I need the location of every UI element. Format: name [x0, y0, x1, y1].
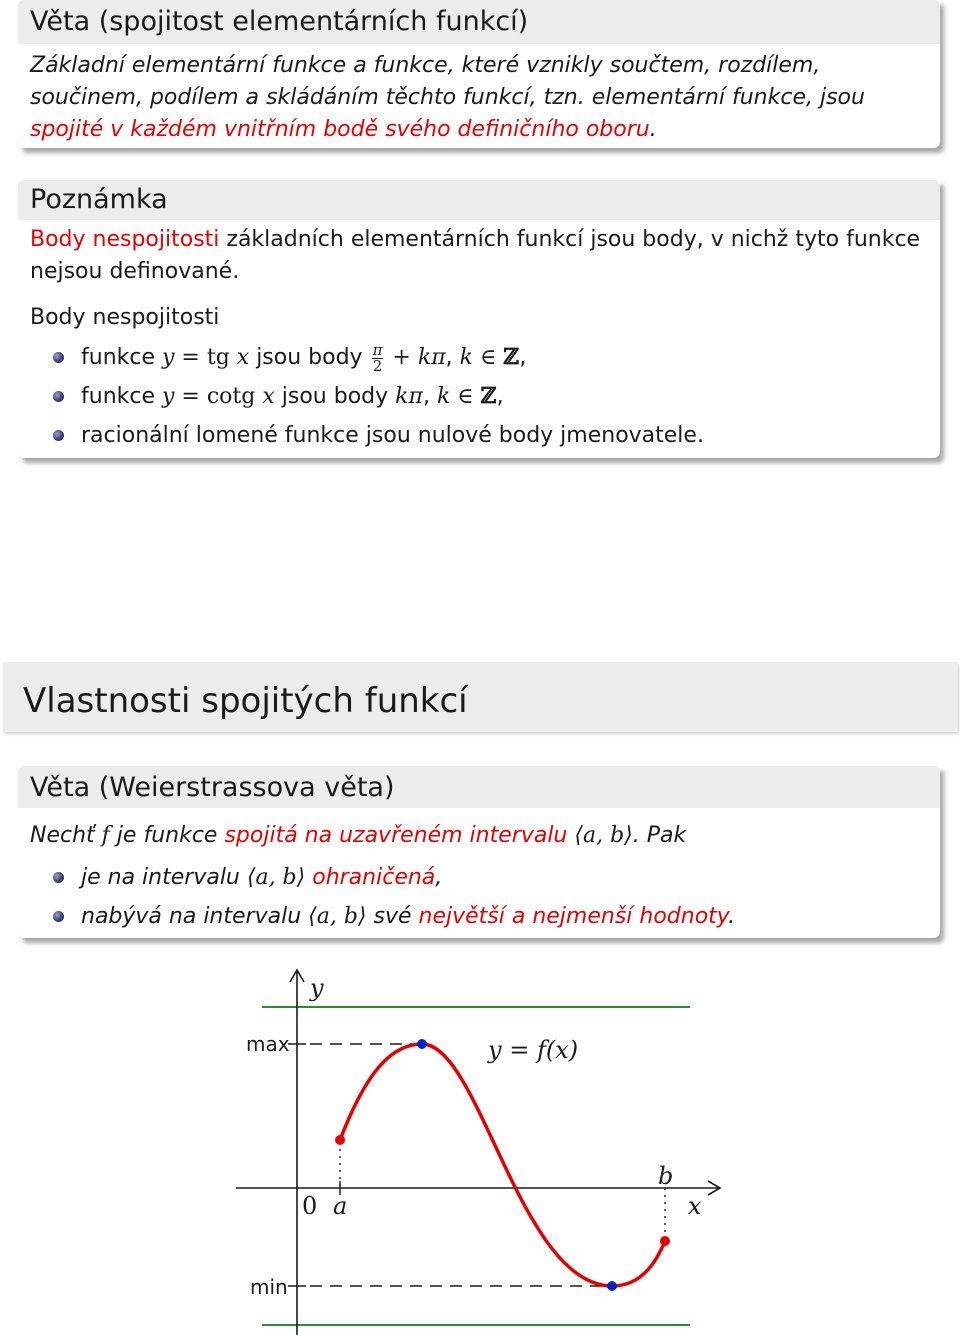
theorem-continuity-highlight: spojité v každém vnitřním bodě svého definičního oboru — [30, 117, 650, 142]
theorem-continuity-period: . — [649, 117, 657, 142]
bullet-icon — [53, 352, 64, 363]
origin-label: 0 — [302, 1192, 318, 1220]
function-label: y = f(x) — [488, 1036, 579, 1064]
function-curve — [340, 1044, 665, 1286]
bullet-icon — [53, 872, 64, 883]
note-list — [30, 338, 928, 455]
minimum-point — [607, 1281, 617, 1291]
note-paragraph — [30, 224, 928, 288]
list-item: funkce y = cotg x jsou body kπ, k ∈ ℤ, — [30, 377, 928, 416]
theorem-continuity-body — [18, 44, 940, 156]
endpoint-b — [660, 1236, 670, 1246]
x-axis-label: x — [688, 1192, 702, 1220]
note-block — [18, 180, 940, 458]
min-label: min — [250, 1275, 288, 1299]
weierstrass-intro: Nechť f je funkce spojitá na uzavřeném intervalu ⟨a, b⟩. Pak — [30, 823, 687, 848]
max-label: max — [246, 1032, 290, 1056]
note-subheading: Body nespojitosti — [30, 305, 220, 330]
weierstrass-theorem-body — [18, 808, 940, 946]
theorem-continuity-title: Věta (spojitost elementárních funkcí) — [18, 0, 940, 44]
section-title: Vlastnosti spojitých funkcí — [3, 662, 958, 732]
weierstrass-graph — [0, 960, 960, 1335]
note-body — [18, 220, 940, 465]
note-title: Poznámka — [18, 180, 940, 220]
maximum-point — [417, 1039, 427, 1049]
bullet-icon — [53, 391, 64, 402]
note-text: základních elementárních funkcí jsou body, v nichž tyto funkce nejsou definované. — [30, 227, 921, 284]
b-label: b — [658, 1162, 674, 1190]
list-item: racionální lomené funkce jsou nulové body jmenovatele. — [30, 416, 928, 455]
list-item: nabývá na intervalu ⟨a, b⟩ své největší a nejmenší hodnoty. — [30, 897, 928, 936]
theorem-continuity-block — [18, 0, 940, 148]
weierstrass-theorem-block — [18, 766, 940, 938]
bullet-icon — [53, 911, 64, 922]
endpoint-a — [335, 1135, 345, 1145]
weierstrass-theorem-title: Věta (Weierstrassova věta) — [18, 766, 940, 808]
note-highlight: Body nespojitosti — [30, 227, 220, 252]
weierstrass-list — [30, 858, 928, 936]
a-label: a — [333, 1192, 348, 1220]
theorem-continuity-text: Základní elementární funkce a funkce, které vznikly součtem, rozdílem, součinem, podílem a skládáním těchto funkcí, tzn. elementární funkce, jsou — [30, 53, 865, 110]
fraction: $\frac{\pi}{2}$ — [372, 340, 383, 375]
bullet-icon — [53, 430, 64, 441]
y-axis-label: y — [310, 974, 324, 1002]
list-item: je na intervalu ⟨a, b⟩ ohraničená, — [30, 858, 928, 897]
list-item: funkce y = tg x jsou body $\frac{\pi}{2}$ + kπ, k ∈ ℤ, — [30, 338, 928, 377]
